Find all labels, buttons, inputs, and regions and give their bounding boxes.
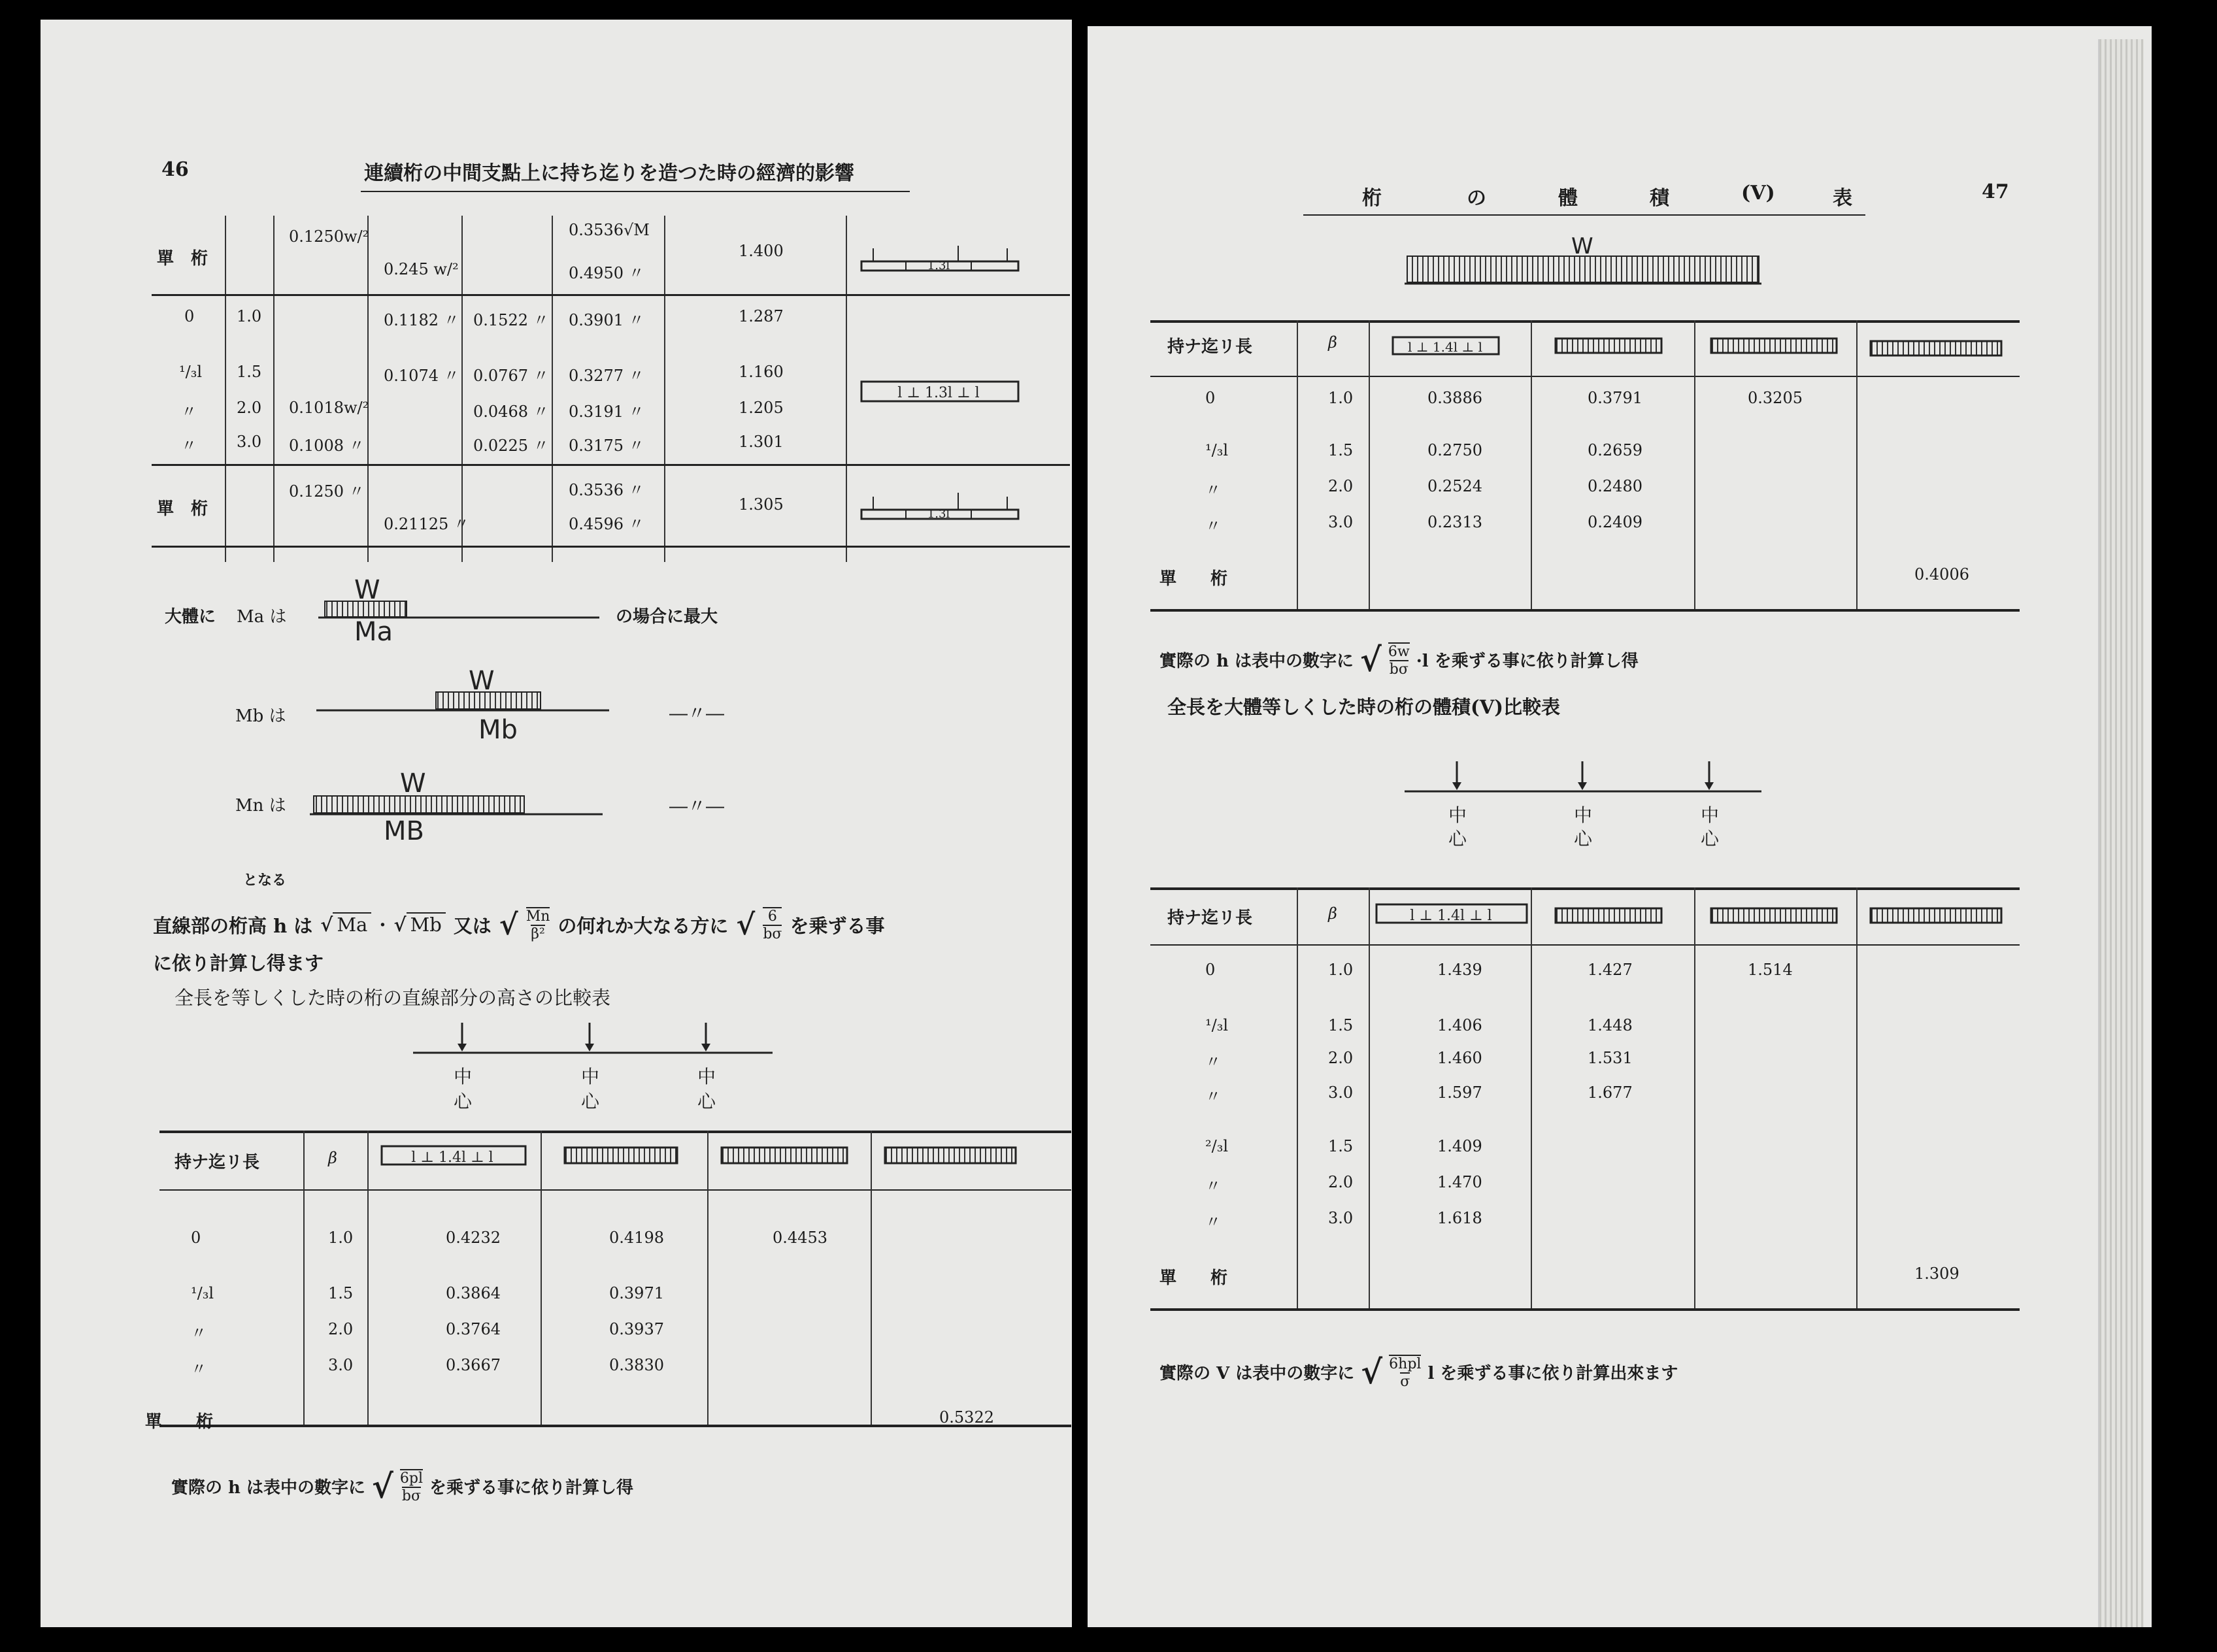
title-rule [361,191,910,192]
sqrt-formula: √ Mb [393,914,445,936]
value-cell: 0.1182 〃 [384,311,459,329]
ditto-mark: ―〃― [669,702,725,724]
row-label: 〃 [1205,1053,1221,1071]
value-cell: 1.305 [739,495,784,514]
moment-hand-label: Ma [354,617,393,647]
load-w: W [469,666,495,696]
para-text: の何れか大なる方に [558,914,729,937]
value-cell: 1.677 [1588,1083,1633,1102]
svg-text:心: 心 [454,1091,473,1112]
ma-tail: の場合に最大 [616,607,718,627]
value-cell: 1.597 [1437,1083,1482,1102]
svg-text:l ⊥ 1.4l ⊥ l: l ⊥ 1.4l ⊥ l [411,1149,493,1166]
value-cell: 1.531 [1588,1049,1633,1067]
beta-cell: 3.0 [328,1356,354,1374]
value-cell: 1.400 [739,242,784,260]
beta-cell: 3.0 [1328,1209,1354,1227]
sqrt-formula: √ Ma [320,914,371,936]
value-cell: 1.427 [1588,961,1633,979]
value-cell: 0.0468 〃 [473,403,549,421]
beta-cell: 1.0 [1328,389,1354,407]
value-cell: 0.2480 [1588,477,1642,495]
beta-cell: 3.0 [1328,1083,1354,1102]
value-cell: 0.3175 〃 [569,437,644,455]
right-page: 桁 の 體 積 (V) 表 47 W 持ナ迄リ長 β l ⊥ 1.4l ⊥ l 0 1.0 0.3886 0.3791 0.3205 ¹/₃l 1.5 0.2750 0.2659 〃 2.0 0.2524 0.2480 〃 3.0 0.2313 0.2409 單 桁 0.4006 實際の h は表中の數字に √ 6w bσ ·l を乘ずる事に依り計算し得 全長を大體等しくした時の桁の體積(V)比較表 中 心 中 心 中 心 持ナ迄リ長 β l ⊥ 1.4l ⊥ l 0 1.0 1.439 1.427 1.514 ¹/₃l 1.5 1.406 1.448 〃 2.0 1.460 1.531 〃 3.0 1.597 1.677 ²/₃l 1.5 1.409 〃 2.0 1.470 〃 3.0 1.618 單 桁 1.309 實際の V は表中の數字に √ 6hpl σ l を乘ずる事に依り計算出來ます [1088,26,2152,1627]
height-formula-line: 直線部の桁高 h は √ Ma · √ Mb 又は √ Mn β² の何れか大なる方に √ 6 bσ を乗ずる事 [153,908,885,942]
row-label: 〃 [191,1360,207,1378]
page-stack-edge [2098,39,2144,1627]
value-cell: 1.287 [739,307,784,325]
value-cell: 0.4453 [773,1229,827,1247]
value-cell: 0.245 w/² [384,260,459,278]
span-icon [1375,903,1532,925]
value-cell: 0.0767 〃 [473,367,549,385]
fraction: Mn β² [525,908,550,942]
row-label: 〃 [181,437,197,455]
svg-text:l ⊥ 1.4l ⊥ l: l ⊥ 1.4l ⊥ l [1410,908,1492,924]
intro-text: 大體に [165,607,216,627]
beta-cell: 3.0 [237,433,262,451]
value-cell: 0.3937 [609,1320,664,1338]
row-rule [152,294,1070,296]
ditto-mark: ―〃― [669,795,725,817]
value-cell: 0.3864 [446,1284,501,1302]
row-label: 〃 [1205,1087,1221,1106]
col-divider [664,216,665,562]
row-label: 單 桁 [157,499,208,519]
row-label: 0 [1205,961,1216,979]
value-cell: 0.2313 [1427,513,1482,531]
svg-text:心: 心 [1574,828,1593,850]
beta-cell: 2.0 [1328,1049,1354,1067]
value-cell: 1.514 [1748,961,1793,979]
span-icon [1869,340,2007,358]
value-cell: 0.2409 [1588,513,1642,531]
column-header: β [328,1149,337,1167]
row-label: 0 [191,1229,201,1247]
value-cell: 1.409 [1437,1137,1482,1155]
beta-cell: 1.5 [328,1284,354,1302]
row-rule [152,546,1070,548]
svg-text:中: 中 [581,1066,600,1087]
value-cell: 0.3971 [609,1284,664,1302]
col-divider [273,216,275,562]
col-divider [225,216,226,562]
mn-label: Mn は [235,796,286,816]
span-icon [884,1146,1021,1166]
value-cell: 0.3205 [1748,389,1803,407]
value-cell: 0.2524 [1427,477,1482,495]
beta-cell: 1.5 [1328,441,1354,459]
beam-sketch [860,490,1024,529]
value-cell: 0.4232 [446,1229,501,1247]
svg-text:1.3l: 1.3l [927,507,950,521]
beta-cell: 1.5 [1328,1137,1354,1155]
svg-text:心: 心 [581,1091,600,1112]
value-cell: 0.4006 [1914,565,1969,584]
beta-cell: 2.0 [328,1320,354,1338]
row-label: 〃 [1205,1213,1221,1231]
section-title: 全長を大體等しくした時の桁の體積(V)比較表 [1167,696,1560,718]
beta-cell: 2.0 [1328,1173,1354,1191]
row-rule [152,464,1070,466]
svg-text:中: 中 [1448,804,1467,826]
column-header: 持ナ迄リ長 [1167,337,1253,357]
value-cell: 1.439 [1437,961,1482,979]
span-icon [1869,907,2007,925]
moment-hand-label: MB [384,816,424,846]
value-cell: 1.406 [1437,1016,1482,1034]
value-cell: 0.3764 [446,1320,501,1338]
para-text: を乗ずる事 [790,914,885,937]
col-divider [552,216,553,562]
value-cell: 1.301 [739,433,784,451]
beta-cell: 1.5 [1328,1016,1354,1034]
value-cell: 0.1008 〃 [289,437,365,455]
row-label: 單 桁 [145,1412,214,1432]
row-label: ²/₃l [1205,1137,1229,1155]
row-label: 〃 [1205,517,1221,535]
value-cell: 0.1250 〃 [289,482,365,501]
row-label: ¹/₃l [1205,1016,1229,1034]
span-icon [1554,907,1665,925]
value-cell: 1.618 [1437,1209,1482,1227]
moment-hand-label: Mb [478,715,518,745]
value-cell: 0.4198 [609,1229,664,1247]
span-icon [1710,907,1841,925]
para-text: 又は [453,914,492,937]
svg-text:心: 心 [697,1091,716,1112]
row-label: 單 桁 [1159,569,1228,589]
beta-cell: 2.0 [237,399,262,417]
load-w: W [354,575,380,605]
row-label: ¹/₃l [179,363,203,381]
beam-sketch [860,242,1024,281]
left-page [41,20,1072,1627]
value-cell: 0.2659 [1588,441,1642,459]
value-cell: 0.0225 〃 [473,437,549,455]
mb-load-diagram [315,663,609,745]
value-cell: 0.3536√M [569,221,650,239]
page-number: 46 [161,158,189,181]
row-label: 0 [1205,389,1216,407]
ma-label: Ma は [237,607,287,627]
load-w: W [400,768,426,799]
tonaru-text: となる [243,872,287,889]
load-w: W [1571,233,1593,259]
beta-cell: 1.5 [237,363,262,381]
ma-load-diagram [308,569,603,647]
footer-note: 實際の h は表中の數字に √ 6pl bσ を乘ずる事に依り計算し得 [171,1467,634,1506]
col-divider [846,216,847,562]
row-label: 〃 [181,403,197,421]
value-cell: 0.4950 〃 [569,264,644,282]
mn-load-diagram [308,758,603,846]
column-header: β [1328,904,1337,923]
para-text: 直線部の桁高 h は [153,914,313,937]
value-cell: 0.3191 〃 [569,403,644,421]
column-header: 持ナ迄リ長 [1167,908,1253,928]
value-cell: 0.1250w/² [289,227,369,246]
value-cell: 0.2750 [1427,441,1482,459]
beta-cell: 1.0 [237,307,262,325]
title-rule [1303,214,1865,216]
running-title: 連續桁の中間支點上に持ち迄りを造つた時の經濟的影響 [364,162,854,185]
value-cell: 0.21125 〃 [384,515,469,533]
value-cell: 0.3886 [1427,389,1482,407]
column-header: 持ナ迄リ長 [175,1153,260,1172]
col-divider [367,216,369,562]
svg-text:l ⊥ 1.4l ⊥ l: l ⊥ 1.4l ⊥ l [1407,339,1483,355]
column-header: β [1328,333,1337,352]
beta-cell: 1.0 [328,1229,354,1247]
span-diagram [1405,761,1771,850]
value-cell: 0.3277 〃 [569,367,644,385]
value-cell: 0.3791 [1588,389,1642,407]
value-cell: 0.1074 〃 [384,367,459,385]
beta-cell: 3.0 [1328,513,1354,531]
beta-cell: 1.0 [1328,961,1354,979]
span-diagram [413,1023,779,1112]
beta-cell: 2.0 [1328,477,1354,495]
row-label: ¹/₃l [1205,441,1229,459]
span-sketch [860,379,1024,405]
mb-label: Mb は [235,706,286,726]
svg-text:心: 心 [1701,828,1720,850]
row-label: 0 [184,307,195,325]
row-label: 單 桁 [157,249,208,269]
value-cell: 0.3667 [446,1356,501,1374]
value-cell: 0.5322 [939,1408,994,1427]
svg-text:中: 中 [1574,804,1593,826]
row-label: 〃 [1205,481,1221,499]
span-icon [720,1146,851,1166]
note-1: 實際の h は表中の數字に √ 6w bσ ·l を乘ずる事に依り計算し得 [1159,640,1639,679]
span-icon [380,1145,531,1167]
svg-text:中: 中 [1701,804,1720,826]
span-label: l ⊥ 1.3l ⊥ l [897,385,980,401]
fraction: 6 bσ [763,908,782,942]
span-icon [1554,337,1665,355]
value-cell: 0.1018w/² [289,399,369,417]
value-cell: 1.205 [739,399,784,417]
value-cell: 0.4596 〃 [569,515,644,533]
row-label: 〃 [191,1324,207,1342]
value-cell: 0.3536 〃 [569,481,644,499]
value-cell: 1.470 [1437,1173,1482,1191]
value-cell: 1.448 [1588,1016,1633,1034]
span-icon [563,1146,681,1166]
value-cell: 1.309 [1914,1264,1959,1283]
svg-text:心: 心 [1448,828,1467,850]
row-label: 單 桁 [1159,1268,1228,1288]
col-divider [461,216,463,562]
svg-text:中: 中 [697,1066,716,1087]
svg-text:1.3l: 1.3l [927,259,950,273]
uniform-load-diagram [1405,234,1771,293]
section-title: 全長を等しくした時の桁の直線部分の高さの比較表 [175,987,611,1009]
value-cell: 0.1522 〃 [473,311,549,329]
para-text: に依り計算し得ます [153,952,324,974]
row-label: 〃 [1205,1177,1221,1195]
span-icon [1392,336,1503,357]
value-cell: 0.3901 〃 [569,311,644,329]
svg-text:中: 中 [454,1066,473,1087]
value-cell: 0.3830 [609,1356,664,1374]
value-cell: 1.460 [1437,1049,1482,1067]
value-cell: 1.160 [739,363,784,381]
page-number: 47 [1982,180,2009,203]
row-label: ¹/₃l [191,1284,214,1302]
note-2: 實際の V は表中の數字に √ 6hpl σ l を乘ずる事に依り計算出來ます [1159,1353,1678,1391]
span-icon [1710,337,1841,355]
